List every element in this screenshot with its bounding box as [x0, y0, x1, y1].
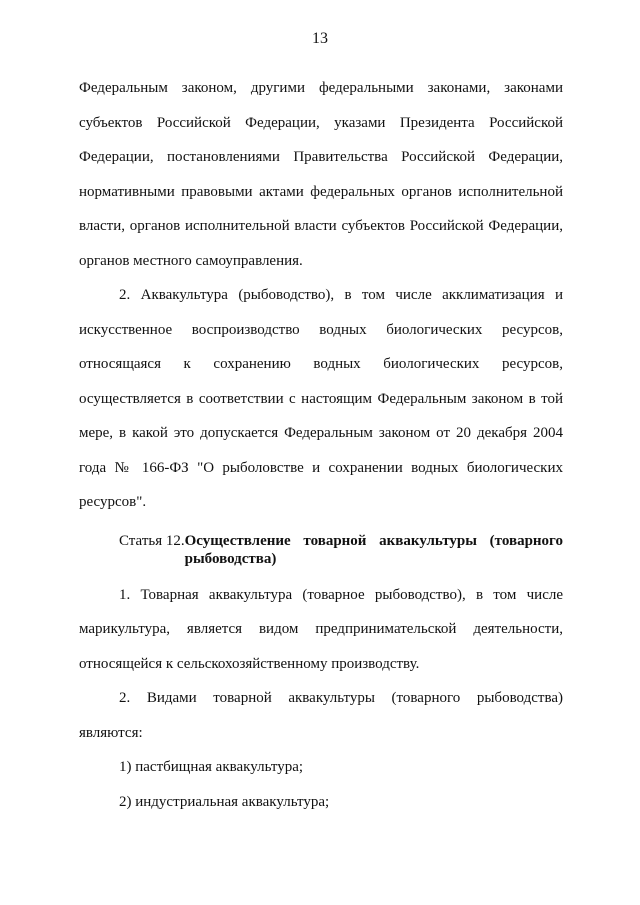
paragraph-types-intro: 2. Видами товарной аквакультуры (товарного рыбоводства) являются: — [79, 690, 563, 741]
page-number: 13 — [312, 30, 328, 47]
document-body — [79, 71, 563, 819]
paragraph-aquaculture-scope: 2. Аквакультура (рыбоводство), в том числе акклиматизация и искусственное воспроизводство водных биологических ресурсов, относящаяся к сохранению водных биологических ресурсов, осуществляется в соответствии с настоящим Федеральным законом в той мере, в какой это допускается Федеральным законом от 20 декабря 2004 года № 166-ФЗ "О рыболовстве и сохранении водных биологических ресурсов". — [79, 287, 563, 510]
paragraph-continuation: Федеральным законом, другими федеральными законами, законами субъектов Российской Федерации, указами Президента Российской Федерации, постановлениями Правительства Российской Федерации, нормативными правовыми актами федеральных органов исполнительной власти, органов исполнительной власти субъектов Российской Федерации, органов местного самоуправления. — [79, 80, 563, 269]
article-label: Статья 12. — [119, 532, 185, 549]
article-title: Осуществление товарной аквакультуры (товарного рыбоводства) — [184, 532, 563, 567]
list-item-pasture: 1) пастбищная аквакультура; — [119, 759, 304, 775]
list-item-industrial: 2) индустриальная аквакультура; — [119, 793, 330, 810]
article-heading — [79, 532, 563, 568]
paragraph-commercial-aquaculture: 1. Товарная аквакультура (товарное рыбоводство), в том числе марикультура, является видом предпринимательской деятельности, относящейся к сельскохозяйственному производству. — [79, 586, 563, 672]
